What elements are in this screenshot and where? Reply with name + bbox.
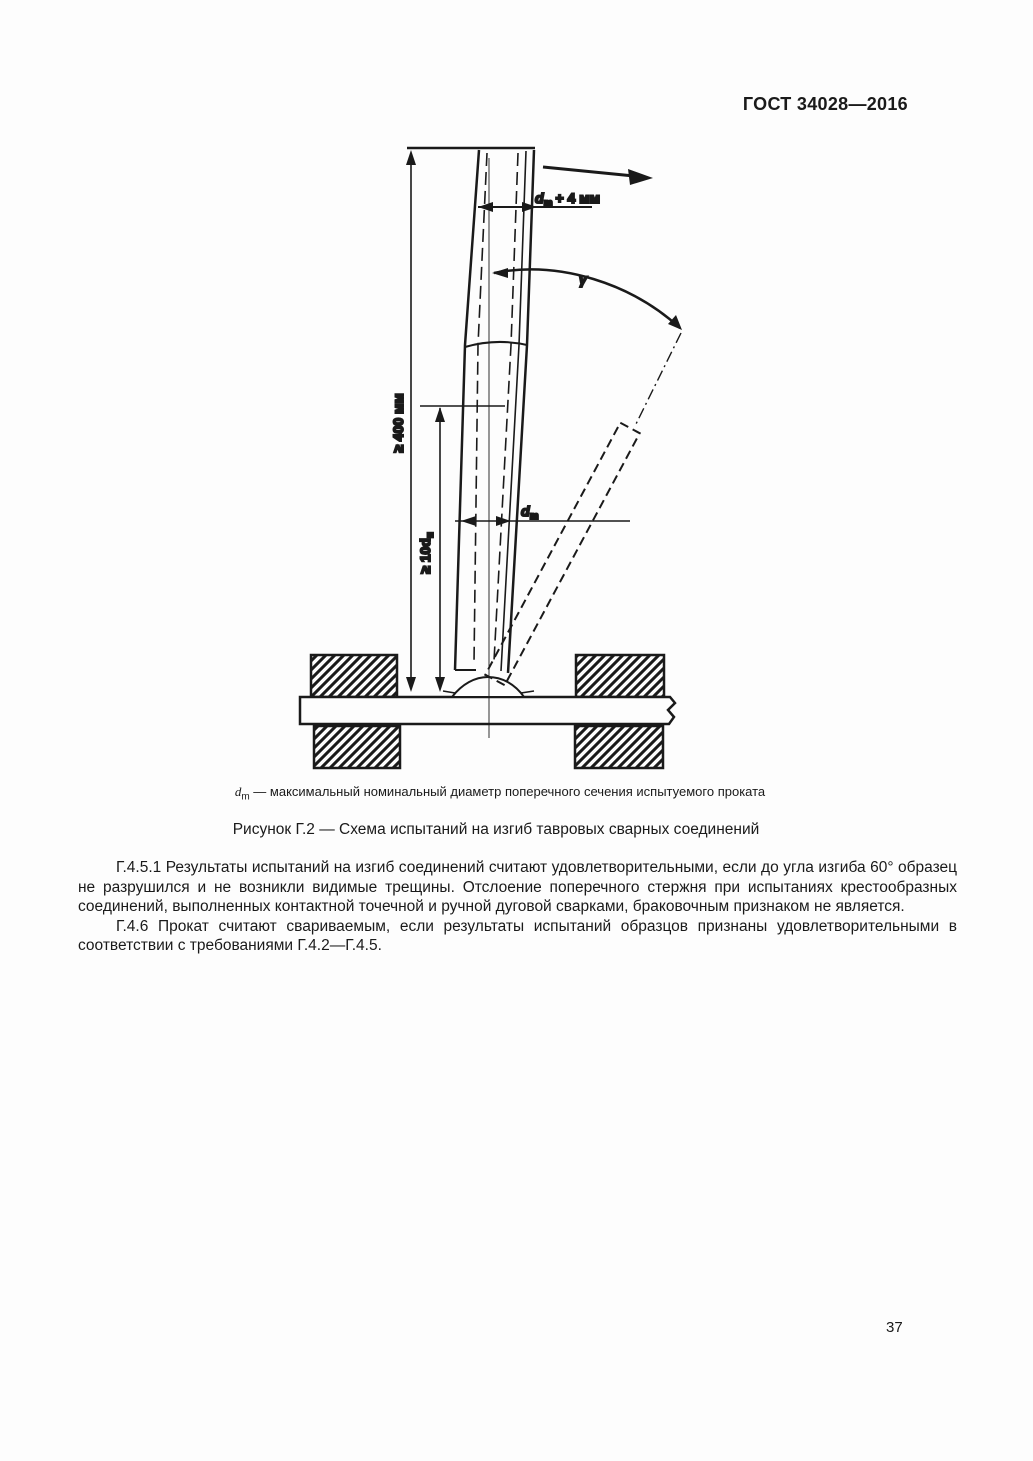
lever-axis-line bbox=[636, 333, 681, 424]
force-arrow bbox=[543, 167, 653, 185]
dimension-400mm bbox=[390, 150, 416, 692]
specimen-rod bbox=[407, 148, 535, 738]
dimension-400mm-label: ≥ 400 мм bbox=[390, 393, 406, 453]
clamp-block-upper-left bbox=[311, 655, 397, 697]
bend-lever bbox=[485, 333, 681, 685]
dimension-dm bbox=[455, 503, 630, 526]
weld-joint bbox=[443, 677, 534, 697]
figure-variable-note bbox=[0, 784, 1000, 803]
transverse-bar bbox=[300, 697, 675, 724]
paragraph-g451: Г.4.5.1 Результаты испытаний на изгиб соединений считают удовлетворительными, если до угла изгиба 60° образец не разрушился и не возникли видимые трещины. Отслоение поперечного стержня при испытаниях крестообразных соединений, выполненных контактной точечной и ручной дуговой сварками, браковочным признаком не является. bbox=[78, 859, 957, 916]
dimension-dm-plus-4-label: dm + 4 мм bbox=[535, 190, 600, 209]
dimension-10dn-label: ≥ 10dн bbox=[417, 532, 436, 574]
clamp-block-upper-right bbox=[576, 655, 664, 697]
variable-symbol: $d_m$ bbox=[234, 784, 250, 803]
clamp-block-lower-left bbox=[314, 726, 400, 768]
body-text bbox=[78, 858, 957, 956]
dimension-dm-label: dm bbox=[521, 503, 539, 522]
page-number: 37 bbox=[886, 1319, 903, 1336]
figure-title: Рисунок Г.2 — Схема испытаний на изгиб тавровых сварных соединений bbox=[232, 821, 760, 838]
standard-number: ГОСТ 34028—2016 bbox=[742, 94, 908, 114]
sleeve-top-edge bbox=[465, 342, 527, 347]
dimension-dm-plus-4 bbox=[478, 190, 600, 212]
paragraph-g46: Г.4.6 Прокат считают свариваемым, если результаты испытаний образцов признаны удовлетворительными в соответствии с требованиями Г.4.2—Г.4.5. bbox=[78, 917, 957, 955]
angle-gamma-label: γ bbox=[579, 271, 587, 287]
variable-definition: — максимальный номинальный диаметр поперечного сечения испытуемого проката bbox=[249, 784, 766, 799]
clamp-block-lower-right bbox=[575, 726, 663, 768]
